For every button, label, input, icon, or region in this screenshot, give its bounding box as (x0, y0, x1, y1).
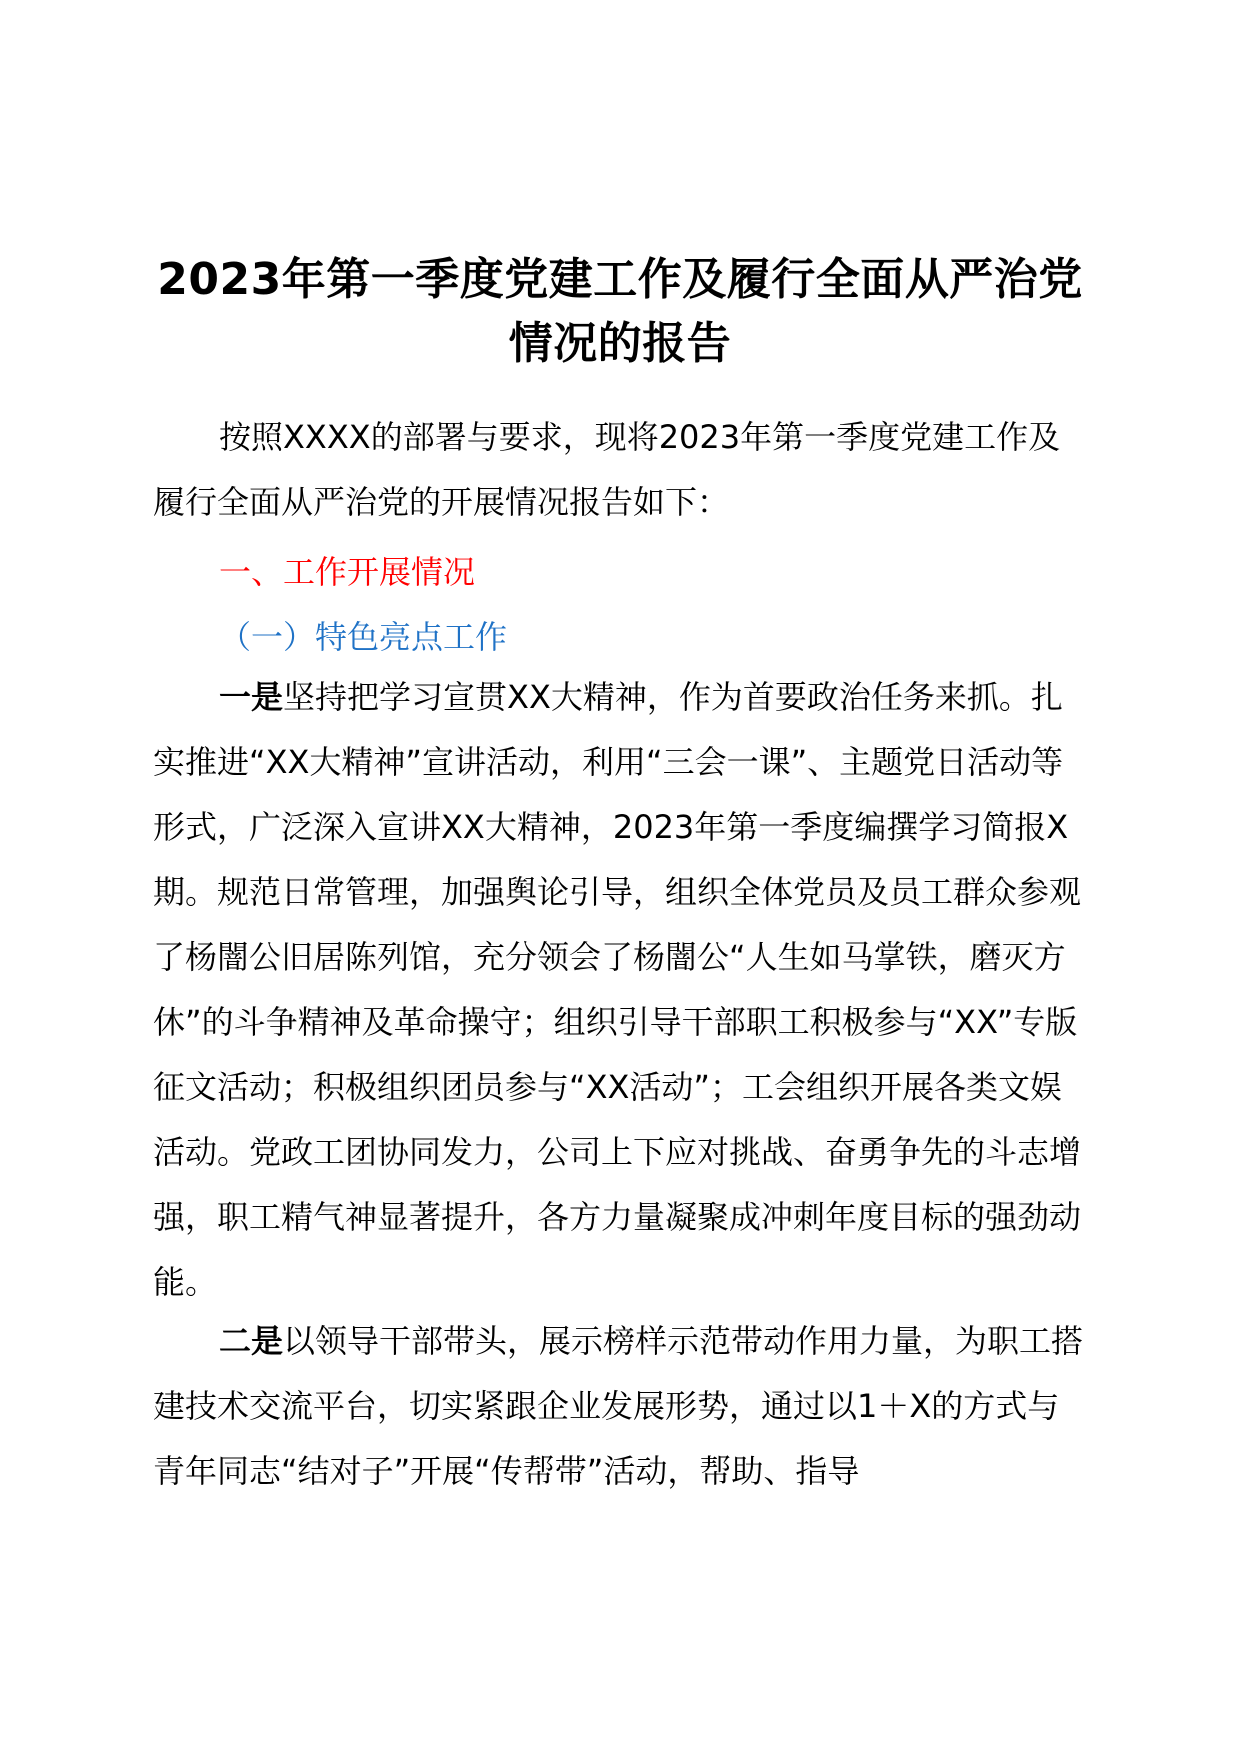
paragraph-1-text: 坚持把学习宣贯XX大精神，作为首要政治任务来抓。扎实推进“XX大精神”宣讲活动，利用“三会一课”、主题党日活动等形式，广泛深入宣讲XX大精神，2023年第一季度编撰学习简报X期。规范日常管理，加强舆论引导，组织全体党员及员工群众参观了杨闇公旧居陈列馆，充分领会了杨闇公“人生如马掌铁，磨灭方休”的斗争精神及革命操守；组织引导干部职工积极参与“XX”专版征文活动；积极组织团员参与“XX活动”；工会组织开展各类文娱活动。党政工团协同发力，公司上下应对挑战、奋勇争先的斗志增强，职工精气神显著提升，各方力量凝聚成冲刺年度目标的强劲动能。 (153, 678, 1082, 1301)
paragraph-1-lead: 一是 (219, 678, 284, 716)
paragraph-2-text: 以领导干部带头，展示榜样示范带动作用力量，为职工搭建技术交流平台，切实紧跟企业发展形势，通过以1＋X的方式与青年同志“结对子”开展“传帮带”活动，帮助、指导 (153, 1322, 1084, 1490)
paragraph-2-lead: 二是 (219, 1322, 284, 1360)
section-heading: 一、工作开展情况 (219, 553, 476, 591)
subsection-heading: （一）特色亮点工作 (219, 618, 508, 656)
paragraph-1 (153, 665, 1085, 1315)
paragraph-2 (153, 1309, 1085, 1504)
document-title: 2023年第一季度党建工作及履行全面从严治党情况的报告 (157, 254, 1083, 369)
intro-paragraph: 按照XXXX的部署与要求，现将2023年第一季度党建工作及履行全面从严治党的开展情况报告如下： (153, 418, 1061, 521)
